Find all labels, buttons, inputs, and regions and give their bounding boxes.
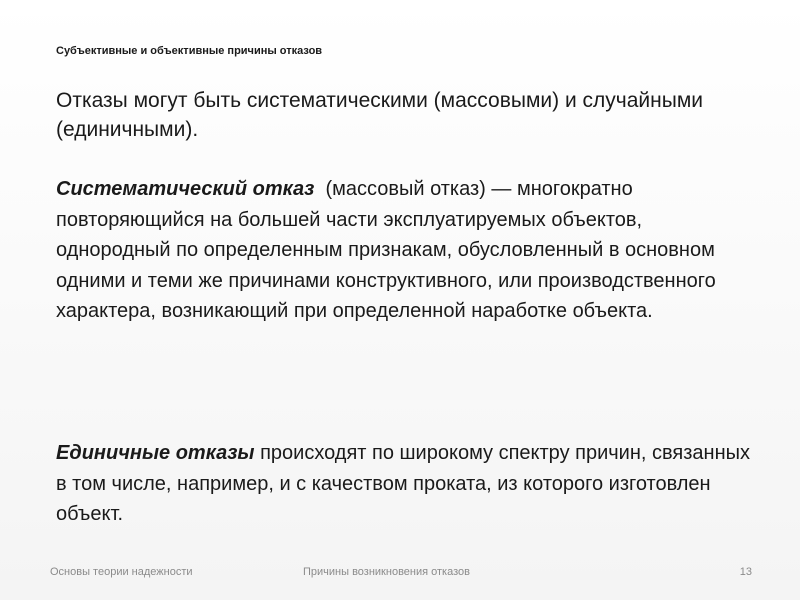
page-number: 13 [739,566,752,578]
footer-topic: Причины возникновения отказов [303,566,470,578]
definition-systematic-failure: (массовый отказ) — многократно повторяющийся на большей части эксплуатируемых объектов, однородный по определенным признакам, обусловленный в основном одними и теми же причинами конструктивного, или производственного характера, возникающий при определенной наработке объекта. [56,178,722,322]
footer-course-name: Основы теории надежности [50,566,193,578]
paragraph-systematic-failure [56,174,756,327]
lead-text: Отказы могут быть систематическими (массовыми) и случайными (единичными). [56,89,703,141]
term-systematic-failure: Систематический отказ [56,178,315,200]
definition-single-failures: происходят по широкому спектру причин, связанных в том числе, например, и с качеством проката, из которого изготовлен объект. [56,442,756,525]
slide-title: Субъективные и объективные причины отказов [56,45,323,57]
paragraph-single-failures [56,438,756,530]
term-single-failures: Единичные отказы [56,442,255,464]
